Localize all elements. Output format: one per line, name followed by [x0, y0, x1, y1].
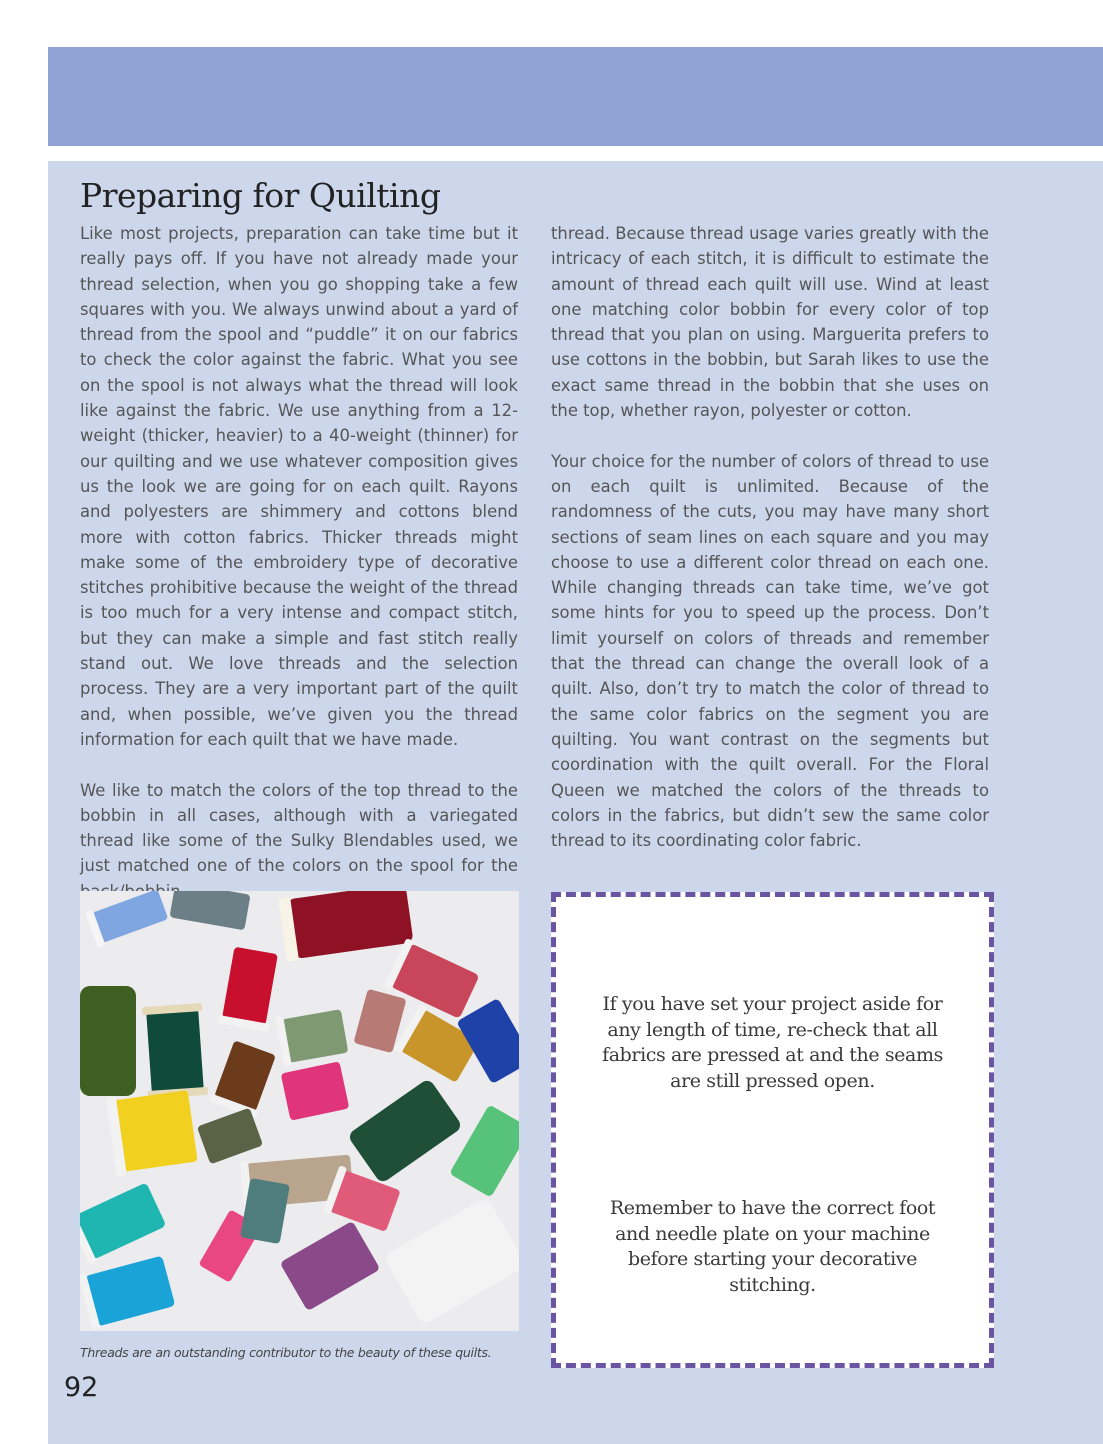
paragraph: Like most projects, preparation can take time but it really pays off. If you have not already made your thread selection, when you go shopping take a few squares with you. We always unwind about a yard of thread from the spool and “puddle” it on our fabrics to check the color against the fabric. What you see on the spool is not always what the thread will look like against the fabric. We use anything from a 12-weight (thicker, heavier) to a 40-weight (thinner) for our quilting and we use whatever composition gives us the look we are going for on each quilt. Rayons and polyesters are shimmery and cottons blend more with cotton fabrics. Thicker threads might make some of the embroidery type of decorative stitches prohibitive because the weight of the thread is too much for a very intense and compact stitch, but they can make a simple and fast stitch really stand out. We love threads and the selection process. They are a very important part of the quilt and, when possible, we’ve given you the thread information for each quilt that we have made. [80, 224, 518, 749]
right-column [551, 221, 989, 879]
left-column [80, 221, 518, 929]
photo-caption: Threads are an outstanding contributor to the beauty of these quilts. [80, 1345, 492, 1360]
spool-6 [142, 1003, 208, 1099]
thread-spools-illustration [80, 891, 519, 1331]
header-band [48, 47, 1103, 146]
spool-6-thread [146, 1009, 203, 1092]
page-title: Preparing for Quilting [80, 176, 441, 215]
thread-spools-photo [80, 891, 519, 1331]
tip-recheck-fabrics: If you have set your project aside for any length of time, re-check that all fabrics are pressed at and the seams are still pressed open. [602, 993, 943, 1092]
paragraph: Your choice for the number of colors of thread to use on each quilt is unlimited. Because of the randomness of the cuts, you may have many short sections of seam lines on each square and you may choose to use a different color thread on each one. While changing threads can take time, we’ve got some hints for you to speed up the process. Don’t limit yourself on colors of threads and remember that the thread can change the overall look of a quilt. Also, don’t try to match the color of thread to the same color fabrics on the segment you are quilting. You want contrast on the segments but coordination with the quilt overall. For the Floral Queen we matched the colors of the threads to colors in the fabrics, but didn’t sew the same color thread to its coordinating color fabric. [551, 451, 989, 851]
paragraph: thread. Because thread usage varies greatly with the intricacy of each stitch, it is difficult to estimate the amount of thread each quilt will use. Wind at least one matching color bobbin for every color of top thread that you plan on using. Marguerita prefers to use cottons in the bobbin, but Sarah likes to use the exact same thread in the bobbin that she uses on the top, whether rayon, polyester or cotton. [551, 224, 989, 421]
spool-5-thread [80, 986, 136, 1096]
spool-13 [106, 1086, 198, 1177]
tip-foot-needle-plate: Remember to have the correct foot and needle plate on your machine before starting your decorative stitching. [609, 1197, 936, 1296]
spool-13-thread [112, 1090, 197, 1172]
tip-box [551, 892, 994, 1368]
spool-5 [80, 986, 136, 1096]
page-number: 92 [64, 1372, 99, 1403]
paragraph: We like to match the colors of the top thread to the bobbin in all cases, although with a variegated thread like some of the Sulky Blendables used, we just matched one of the colors on the spool for the [80, 780, 518, 876]
